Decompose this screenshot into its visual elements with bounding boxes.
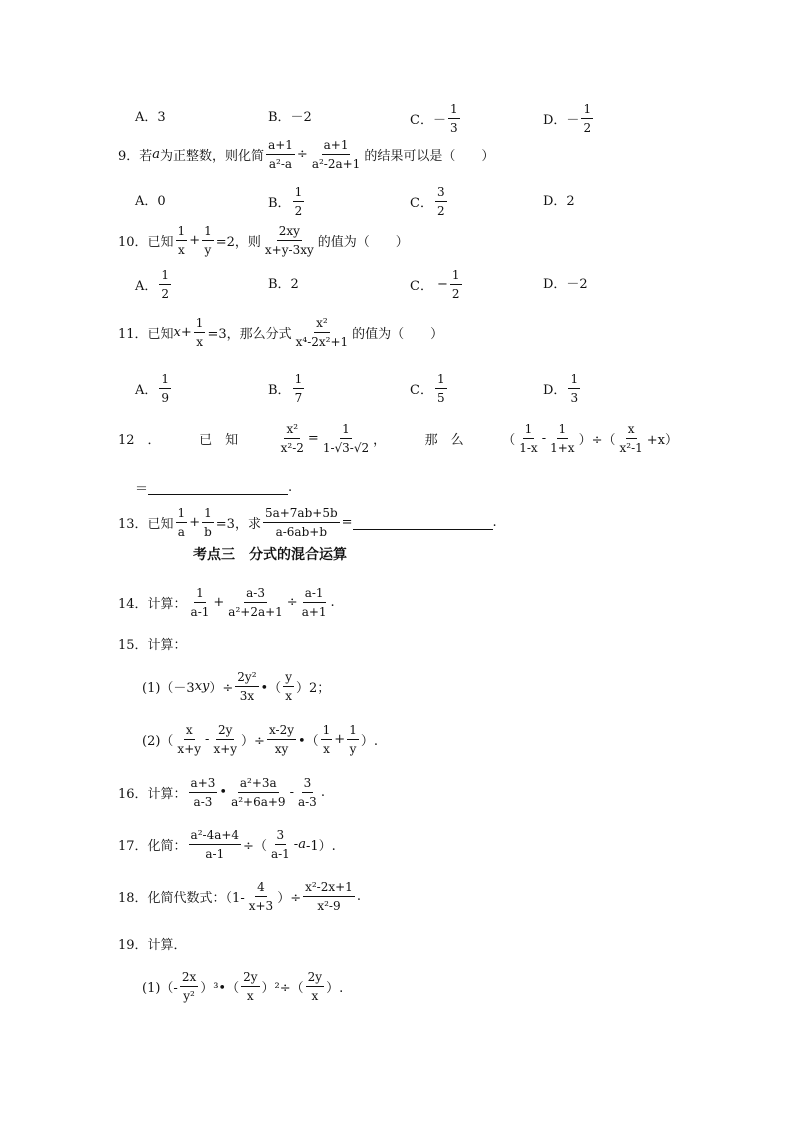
q8-option-c: C．－ 1 3 [410, 102, 458, 135]
section-heading: 考点三 分式的混合运算 [193, 547, 347, 563]
q11-option-c: C． 1 5 [410, 372, 445, 405]
q10-option-c: C． − $\frac{1}{2}$ [410, 268, 460, 301]
question-9: 9．若 a 为正整数，则化简 $\frac{a+1}{\text{a²-a}}$ ÷ $\frac{a+1}{\text{a²-2a+1}}$ 的结果可以是（ ） [118, 138, 495, 171]
q9-option-c: C． 3 2 [410, 185, 445, 218]
question-15: 15．计算： [118, 638, 187, 653]
q10-option-a: A． 1 2 [135, 268, 170, 301]
question-19: 19．计算． [118, 938, 187, 953]
q9-option-d: D．2 [543, 194, 575, 209]
question-12-answer: ＝ . [135, 480, 293, 497]
q11-option-d: D． 1 3 [543, 372, 579, 405]
question-11: 11．已知 x + $\frac{1}{x}$ =3，那么分式 x² x⁴-2x²+1 的值为（ ） [118, 316, 444, 349]
question-17: 17．化简： $\frac{\text{a²-4a+4}}{a-1}$ ÷（ 3 a-1 - a -1）. [118, 828, 336, 861]
q10-option-b: B．2 [268, 277, 299, 292]
q9-option-b: B． 1 2 [268, 185, 303, 218]
q8-option-a: A．3 [135, 110, 166, 125]
q11-option-a: A． 1 9 [135, 372, 170, 405]
question-12: 12 ． 已 知 $\frac{\text{x²}}{\text{x²-2}}$ = $\frac{1}{1-√3-√2}$ ， 那 么 （ 1 1-x - 1 1+x ）÷（ x x²-1 +x） [118, 422, 678, 455]
question-13: 13．已知 1 a + $\frac{1}{b}$ =3，求 $\frac{5a+7ab+5b}{a-6ab+b}$ = . [118, 506, 497, 539]
question-15-part-2: (2)（ x x+y - 2y x+y ）÷ $\frac{x-2y}{xy}$ •（ 1 x + $\frac{1}{y}$ ）. [142, 723, 378, 756]
question-19-part-1: (1)（- 2x y² ）³•（ 2y x ）²÷（ 2y x ）. [142, 970, 344, 1003]
q8-option-b: B．－2 [268, 110, 312, 125]
q11-option-b: B． 1 7 [268, 372, 303, 405]
q8-option-d: D．－ 1 2 [543, 102, 592, 135]
q10-option-d: D．－2 [543, 277, 588, 292]
q13-answer-blank[interactable] [353, 515, 493, 530]
question-16: 16．计算： a+3 a-3 • a²+3a a²+6a+9 - 3 a-3 . [118, 776, 325, 809]
q12-answer-blank[interactable] [148, 480, 288, 495]
question-10: 10．已知 1 x + $\frac{1}{y}$ =2，则 2xy x+y-3xy 的值为（ ） [118, 224, 409, 257]
q9-option-a: A．0 [135, 194, 166, 209]
question-18: 18．化简代数式：（1- 4 x+3 ）÷ $\frac{\text{x²-2x+1}}{\text{x²-9}}$ . [118, 880, 361, 913]
question-14: 14．计算： 1 a-1 + $\frac{a-3}{\text{a²+2a+1}}$ ÷ $\frac{a-1}{a+1}$ . [118, 586, 335, 619]
question-15-part-1: (1)（－3 xy ）÷ $\frac{\text{2y²}}{3x}$ •（ y x ）2； [142, 670, 331, 703]
